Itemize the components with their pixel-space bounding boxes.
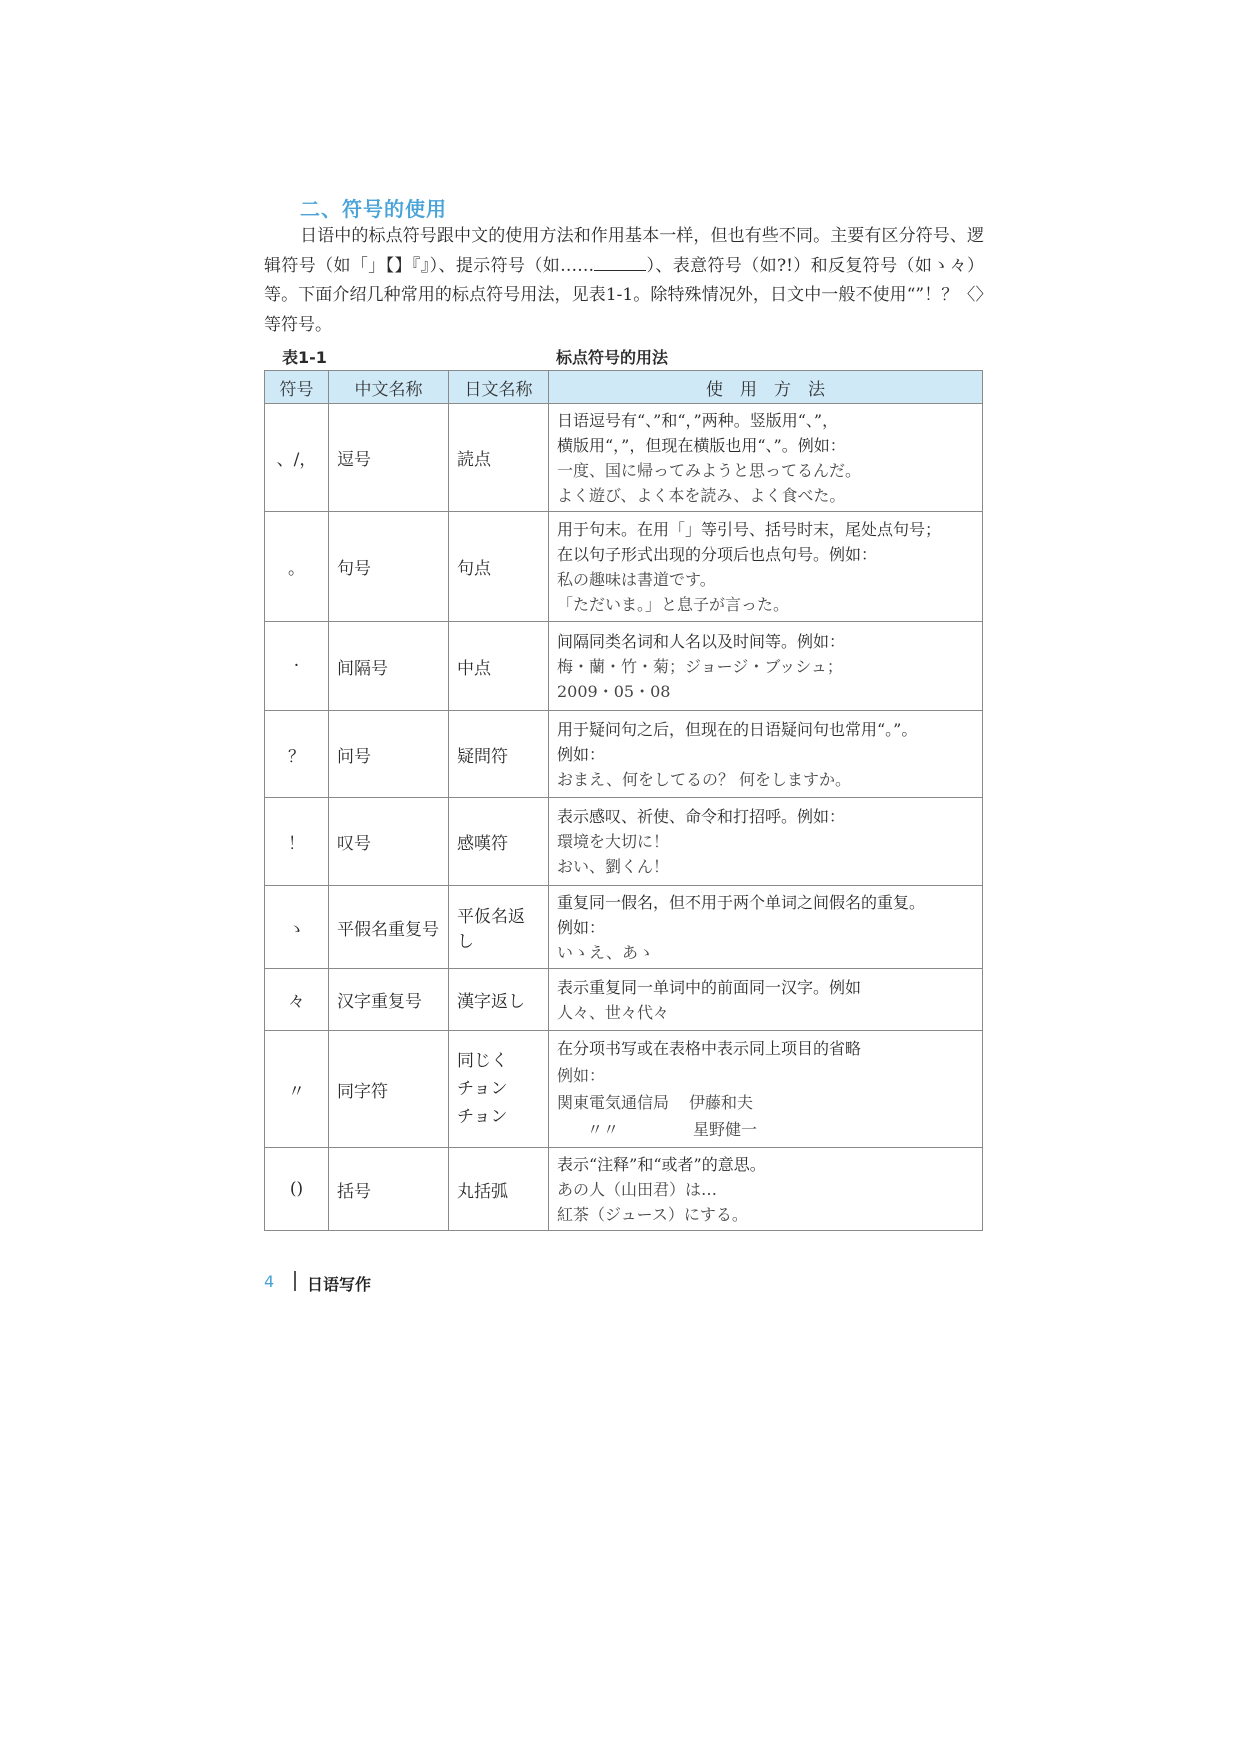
symbol-cell: 、/，: [265, 404, 329, 512]
example-org: 関東電気通信局: [557, 1093, 670, 1112]
table-row: [265, 969, 983, 1031]
example-ditto: 〃〃: [587, 1120, 620, 1139]
usage-cell: [549, 1148, 983, 1231]
chinese-name-cell: 句号: [329, 512, 449, 622]
section-heading: 二、符号的使用: [300, 197, 447, 221]
symbol-cell: ·: [265, 622, 329, 711]
example-line: 私の趣味は書道です。: [557, 569, 716, 589]
japanese-name-cell: 読点: [449, 404, 549, 512]
table-row: [265, 622, 983, 711]
table-row: [265, 886, 983, 969]
example-line: 環境を大切に！: [557, 832, 670, 851]
usage-line: 重复同一假名，但不用于两个单词之间假名的重复。: [557, 892, 926, 912]
intro-part1: 日语中的标点符号跟中文的使用方法和作用基本一样，但也有些不同。主要有区分符号、逻辑符号（如「」【】『』）、提示符号（如……: [264, 226, 984, 276]
usage-cell: [549, 969, 983, 1031]
japanese-name-cell: 疑問符: [449, 711, 549, 798]
punctuation-table: [264, 370, 983, 1231]
header-japanese-name: 日文名称: [449, 371, 549, 404]
example-person: 伊藤和夫: [689, 1093, 754, 1112]
example-line: 梅・蘭・竹・菊；ジョージ・ブッシュ；: [557, 656, 843, 676]
example-line: 例如：: [557, 1066, 606, 1085]
page-number: 4: [264, 1272, 275, 1291]
chinese-name-cell: 平假名重复号: [329, 886, 449, 969]
example-line: 2009・05・08: [557, 681, 671, 701]
usage-line: 间隔同类名词和人名以及时间等。例如：: [557, 631, 846, 651]
symbol-cell: 。: [265, 512, 329, 622]
japanese-name-line: 同じく: [457, 1051, 508, 1071]
example-line: いゝえ、あゝ: [557, 942, 654, 962]
example-line: 紅茶（ジュース）にする。: [557, 1204, 748, 1224]
example-line: [557, 1116, 974, 1143]
table-header-row: [265, 371, 983, 404]
japanese-name-cell: 丸括弧: [449, 1148, 549, 1231]
example-line: おまえ、何をしてるの？ 何をしますか。: [557, 769, 852, 789]
usage-line: 在分项书写或在表格中表示同上项目的省略: [557, 1039, 862, 1058]
example-line: 「ただいま。」と息子が言った。: [557, 594, 790, 614]
usage-line: 用于疑问句之后，但现在的日语疑问句也常用“。”。: [557, 719, 918, 739]
header-chinese-name: 中文名称: [329, 371, 449, 404]
intro-paragraph: [264, 222, 984, 340]
usage-cell: [549, 1031, 983, 1148]
symbol-cell: ！: [265, 798, 329, 886]
japanese-name-cell: [449, 1031, 549, 1148]
example-line: [557, 1089, 974, 1116]
chinese-name-cell: 间隔号: [329, 622, 449, 711]
japanese-name-cell: 感嘆符: [449, 798, 549, 886]
table-row: [265, 404, 983, 512]
table-row: [265, 798, 983, 886]
chinese-name-cell: 同字符: [329, 1031, 449, 1148]
usage-line: 用于句末。在用「」等引号、括号时末，尾处点句号；: [557, 519, 942, 539]
chinese-name-cell: 问号: [329, 711, 449, 798]
usage-cell: [549, 404, 983, 512]
example-line: おい、劉くん！: [557, 857, 670, 876]
usage-line: 例如：: [557, 744, 606, 764]
example-line: 一度、国に帰ってみようと思ってるんだ。: [557, 460, 862, 480]
example-person: 星野健一: [693, 1120, 758, 1139]
table-row: [265, 512, 983, 622]
usage-cell: [549, 711, 983, 798]
usage-line: 日语逗号有“、”和“，”两种。竖版用“、”，: [557, 410, 839, 430]
example-line: よく遊び、よく本を読み、よく食べた。: [557, 485, 846, 505]
usage-cell: [549, 512, 983, 622]
usage-line: 表示感叹、祈使、命令和打招呼。例如：: [557, 807, 846, 826]
footer-divider: [294, 1271, 296, 1291]
table-row: [265, 711, 983, 798]
usage-cell: [549, 886, 983, 969]
usage-cell: [549, 798, 983, 886]
japanese-name-line: チョン: [457, 1107, 508, 1127]
chinese-name-cell: 叹号: [329, 798, 449, 886]
symbol-cell: 々: [265, 969, 329, 1031]
usage-line: 在以句子形式出现的分项后也点句号。例如：: [557, 544, 878, 564]
table-row: [265, 1148, 983, 1231]
example-line: あの人（山田君）は…: [557, 1179, 718, 1199]
usage-line: 例如：: [557, 917, 606, 937]
chinese-name-cell: 逗号: [329, 404, 449, 512]
chinese-name-cell: 汉字重复号: [329, 969, 449, 1031]
chinese-name-cell: 括号: [329, 1148, 449, 1231]
symbol-cell: ゝ: [265, 886, 329, 969]
japanese-name-cell: 中点: [449, 622, 549, 711]
table-row: [265, 1031, 983, 1148]
header-usage: 使 用 方 法: [549, 371, 983, 404]
japanese-name-cell: 句点: [449, 512, 549, 622]
intro-part2: ）、表意符号（如?!）和反复符号（如ゝ々）等。下面介绍几种常用的标点符号用法，见表1-1。除特殊情况外，日文中一般不使用“”！？〈〉等符号。: [264, 255, 984, 335]
japanese-name-cell: 漢字返し: [449, 969, 549, 1031]
symbol-cell: (): [265, 1148, 329, 1231]
usage-line: 表示“注释”和“或者”的意思。: [557, 1154, 766, 1174]
table-caption: 标点符号的用法: [556, 348, 669, 367]
header-symbol: 符号: [265, 371, 329, 404]
symbol-cell: ？: [265, 711, 329, 798]
symbol-cell: 〃: [265, 1031, 329, 1148]
japanese-name-cell: 平仮名返し: [449, 886, 549, 969]
book-title: 日语写作: [307, 1275, 372, 1294]
japanese-name-line: チョン: [457, 1079, 508, 1099]
example-line: 人々、世々代々: [557, 1002, 670, 1022]
usage-line: 表示重复同一单词中的前面同一汉字。例如: [557, 977, 862, 997]
usage-cell: [549, 622, 983, 711]
usage-line: 横版用“，”，但现在横版也用“、”。例如：: [557, 435, 846, 455]
blank-underline: [594, 256, 646, 271]
table-label: 表1-1: [282, 348, 327, 367]
